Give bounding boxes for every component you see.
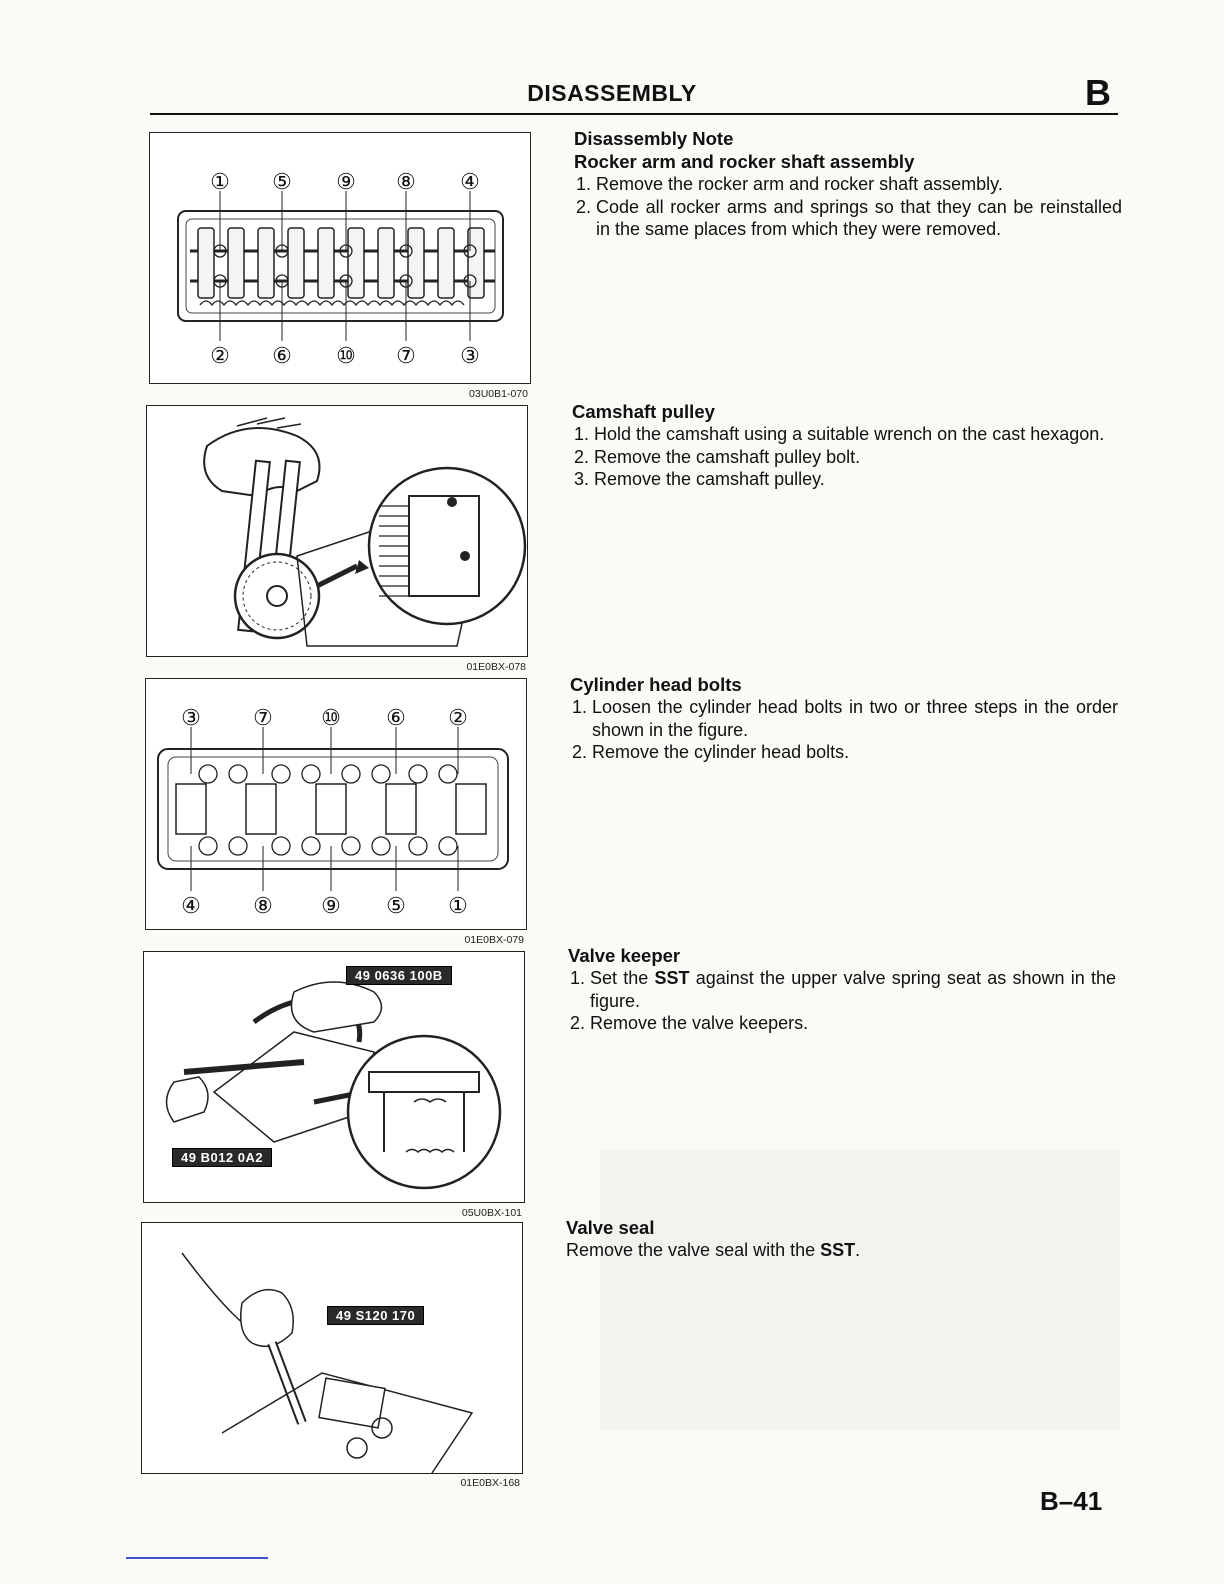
section-subheading: Rocker arm and rocker shaft assembly — [574, 151, 915, 172]
bolt-marker: ⑨ — [336, 170, 356, 195]
step-item: 3. Remove the camshaft pulley. — [594, 468, 1120, 491]
figure-camshaft-pulley — [146, 405, 528, 657]
figure-code: 05U0BX-101 — [461, 1207, 522, 1219]
section-heading: Valve seal — [566, 1217, 655, 1238]
bolt-marker: ⑤ — [272, 170, 292, 195]
bolt-marker: ⑧ — [253, 894, 273, 919]
bolt-marker: ① — [448, 894, 468, 919]
step-item: 1. Set the SST against the upper valve spring seat as shown in the figure. — [590, 967, 1116, 1012]
section-heading: Camshaft pulley — [572, 401, 715, 422]
bolt-marker: ⑥ — [386, 706, 406, 731]
figure-code: 01E0BX-078 — [466, 661, 526, 673]
section-heading: Disassembly Note — [574, 128, 734, 149]
rocker-arm-drawing — [150, 133, 530, 383]
bolt-marker: ① — [210, 170, 230, 195]
figure-cylinder-head-bolts — [145, 678, 527, 930]
figure-code: 01E0BX-079 — [464, 934, 524, 946]
step-item: 2. Remove the valve keepers. — [590, 1012, 1116, 1035]
figure-valve-keeper — [143, 951, 525, 1203]
instruction-text: Remove the valve seal with the SST. — [566, 1240, 861, 1260]
section-letter: B — [1085, 72, 1111, 113]
section-heading: Cylinder head bolts — [570, 674, 742, 695]
figure-valve-seal — [141, 1222, 523, 1474]
section-valve-seal — [566, 1216, 1114, 1262]
bolt-marker: ④ — [460, 170, 480, 195]
section-valve-keeper — [568, 944, 1116, 1035]
figure-code: 03U0B1-070 — [469, 388, 528, 400]
step-item: 1. Remove the rocker arm and rocker shaft assembly. — [596, 173, 1122, 196]
bolt-marker: ③ — [460, 344, 480, 369]
figure-rocker-arm-assembly — [149, 132, 531, 384]
bleed-through-shading — [600, 1150, 1120, 1430]
link-underline — [126, 1557, 268, 1559]
bolt-marker: ④ — [181, 894, 201, 919]
section-heading: Valve keeper — [568, 945, 681, 966]
bolt-marker: ⑩ — [336, 344, 356, 369]
step-item: 2. Remove the cylinder head bolts. — [592, 741, 1118, 764]
step-item: 2. Code all rocker arms and springs so that they can be reinstalled in the same places from which they were removed. — [596, 196, 1122, 241]
header-rule — [150, 113, 1118, 115]
section-disassembly-note — [574, 127, 1122, 241]
page-title: DISASSEMBLY — [527, 80, 697, 106]
valve-seal-drawing — [142, 1223, 522, 1473]
cylinder-head-drawing — [146, 679, 526, 929]
step-item: 2. Remove the camshaft pulley bolt. — [594, 446, 1120, 469]
camshaft-pulley-drawing — [147, 406, 527, 656]
sst-tool-label: 49 0636 100B — [346, 966, 452, 985]
bolt-marker: ⑤ — [386, 894, 406, 919]
step-item: 1. Hold the camshaft using a suitable wrench on the cast hexagon. — [594, 423, 1120, 446]
sst-tool-label: 49 S120 170 — [327, 1306, 424, 1325]
bolt-marker: ② — [448, 706, 468, 731]
bolt-marker: ⑨ — [321, 894, 341, 919]
bolt-marker: ⑩ — [321, 706, 341, 731]
bolt-marker: ⑦ — [253, 706, 273, 731]
bolt-marker: ⑥ — [272, 344, 292, 369]
bolt-marker: ⑦ — [396, 344, 416, 369]
section-cylinder-head-bolts — [570, 673, 1118, 764]
bolt-marker: ⑧ — [396, 170, 416, 195]
bolt-marker: ③ — [181, 706, 201, 731]
bolt-marker: ② — [210, 344, 230, 369]
section-camshaft-pulley — [572, 400, 1120, 491]
figure-code: 01E0BX-168 — [460, 1477, 520, 1489]
page-number: B–41 — [1040, 1486, 1103, 1516]
step-item: 1. Loosen the cylinder head bolts in two or three steps in the order shown in the figure. — [592, 696, 1118, 741]
sst-tool-label: 49 B012 0A2 — [172, 1148, 272, 1167]
